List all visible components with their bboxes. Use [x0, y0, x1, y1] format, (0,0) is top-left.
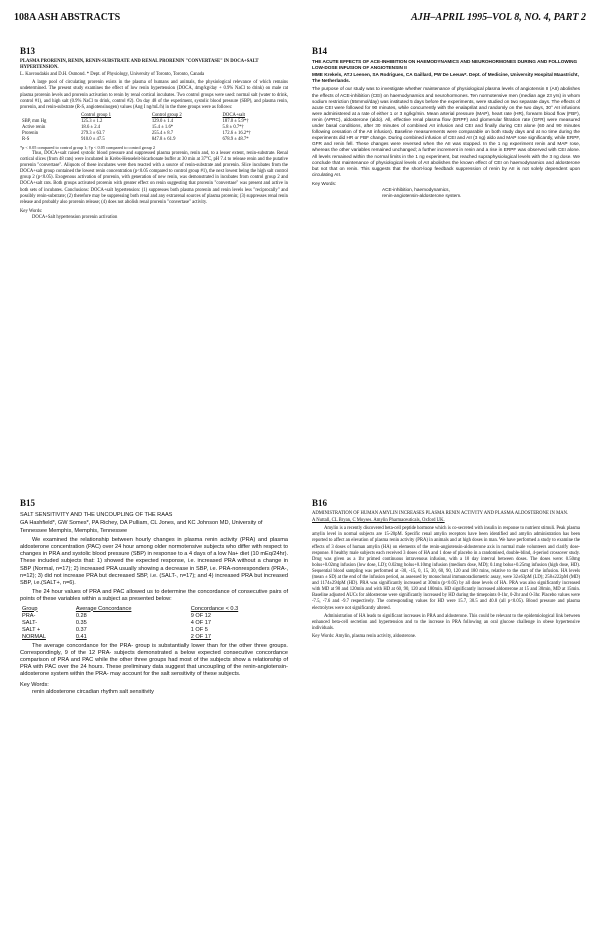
- table-cell: 125.3 ± 1.2: [81, 118, 103, 124]
- page-header-right: AJH–APRIL 1995–VOL 8, NO. 4, PART 2: [411, 12, 586, 23]
- page-header-left: 108A ASH ABSTRACTS: [14, 12, 121, 23]
- table-cell: 15.4 ± 1.6*: [151, 124, 174, 130]
- keywords-label: Key Words:: [20, 208, 43, 214]
- table-cell: NORMAL: [22, 633, 46, 640]
- table-cell: 847.8 ± 61.9: [151, 136, 176, 142]
- table-cell: Prorenin: [22, 130, 39, 136]
- table-cell: Active renin: [22, 124, 46, 130]
- table-row: [20, 620, 288, 627]
- abstract-title: PLASMA PRORENIN, RENIN, RENIN-SUBSTRATE AND RENAL PRORENIN "CONVERTASE" IN DOCA+SALT HYPERTENSION.: [20, 59, 259, 71]
- keywords: Amylin, plasma renin activity, aldosterone.: [335, 633, 417, 639]
- table-cell: 187.0 ± 5.9*†: [222, 118, 249, 124]
- table-cell: 18.6 ± 2.4: [81, 124, 101, 130]
- keywords-label: Key Words:: [312, 180, 337, 186]
- table-cell: 0.37: [75, 626, 87, 633]
- abstract-paragraph: A large pool of circulating prorenin exists in the plasma of humans and animals, the physiological relevance of which remains undetermined. The present study examines the effect of low renin hypertension (DOCA, 4mg/kg/day + 0.9% NaCl to drink) on male rat plasma prorenin levels and prorenin activation to renin by renal cortical incubates. Two control groups were used: normal salt (water to drink, control #1), and high salt (0.9% NaCl to drink, control #2). On day 48 of the experiment, systolic blood pressure (SBP), and plasma renin, prorenin, and renin-substrate (R-S, angiotensinogen) values (Ang I ng/mL/h) in the three groups were as follows:: [20, 80, 288, 110]
- table-cell: 0.35: [75, 619, 87, 626]
- table-row: [20, 627, 288, 634]
- abstract-authors: L. Kavroudakis and D.H. Osmond. * Dept. of Physiology, University of Toronto, Toronto, Canada: [20, 72, 205, 78]
- keyword-line: ACE-inhibition, haemodynamics,: [382, 186, 450, 192]
- table-cell: PRA-: [22, 612, 36, 619]
- abstract-authors: MME Krekels, ATJ Leenen, SA Rodrigues, CA Gaillard, PW De Leeuw*. Dept. of Medicine, University Hospital Maastricht, The Netherlands.: [312, 72, 579, 84]
- abstract-paragraph: The average concordance for the PRA- group is substantially lower than for the other three groups. Correspondingly, 9 of the 12 PRA- subjects demonstrated a below expected consecutive concordance comparison of PRA and PAC while the other three groups had most of the subjects show a relationship of PRA with PAC over the 24 hours. These preliminary data suggest that uncoupling of the renin-angiotensin-aldosterone system within the PRA- may account for the salt sensitivity of these subjects.: [20, 642, 288, 678]
- abstract-paragraph: The purpose of our study was to investigate whether maintenance of physiological plasma levels of angiotensin II (AII) abolishes the effects of ACE-inhibition (CEI) on haemodynamics and neurohormones. Ten normotensive men (median age 23 yrs) in whom sodium restriction (55mmol/day) was instituted 5 days before the experiments, were studied on two separate days. The effects of acute CEI were followed for 90 minutes, while concurrently with the enalaprilat and randomly on the two days, 30° AII infusions were administered at a rate of either 1 or 3 ng/kg/min. Mean arterial pressure (MAP), heart rate (HR), forearm blood flow (FBF), renin (APRC), aldosterone (aldo). All, effective renal plasma flow (ERPF) and glomerular filtration rate (GFR) were measured under basal conditions, after 30 minutes of combined AII infusion and CEI and finally during CEI alone (60 and 90 minutes following cessation of the AII infusion). Baseline measurements were comparable on both study days and at no time during the experiments did HR or FBF change. During combined infusion of CEI and AII (3 ng) aldo and MAP rose significantly, while ERPF, GFR and renin fell. These changes were reversed when the AII was stopped. In the 1 ng experiment renin and MAP rose, whereas the other variables remained unchanged; a further increment in renin and a rise in ERPF was observed with CEI alone. All levels remained within the normal limits in the 1 ng experiment, but reached supraphysiological levels with the 3 ng dose. We conclude that maintenance of physiological levels of AII abolishes the known effect of CEI on haemodynamics and aldosterone but not that on renin. This suggests that the short-loop feedback suppression of renin by AII is not solely dependent upon circulating AII.: [312, 86, 580, 177]
- abstract-authors: GA Hashfield*, GW Somes*, PA Richey, DA Pulliam, CL Jones, and KC Johnson MD, University of Tennessee Memphis, Memphis, Tennessee: [20, 520, 263, 534]
- table-cell: 4 OF 17: [190, 619, 211, 626]
- table-cell: 0.28: [75, 612, 87, 619]
- table-header: Control group 1: [81, 112, 112, 118]
- table-header: Group: [22, 605, 38, 612]
- abstract-id: B15: [20, 498, 36, 508]
- table-row: [20, 634, 288, 641]
- abstract-id: B16: [312, 498, 328, 508]
- table-cell: 172.6 ± 16.2*†: [222, 130, 251, 136]
- table-cell: 9 OF 12: [190, 612, 211, 619]
- abstract-paragraph: The 24 hour values of PRA and PAC allowed us to determine the concordance of consecutive pairs of points of these variables within a subject as presented below:: [20, 589, 288, 603]
- abstract-authors: A Nuttall, CL Bryan, C Moyses. Amylin Pharmaceuticals, Oxford UK.: [312, 518, 445, 524]
- table-header: Average Concordance: [75, 605, 132, 612]
- abstract-id: B14: [312, 46, 328, 56]
- keywords-label: Key Words:: [312, 633, 335, 639]
- table-row: [20, 613, 288, 620]
- abstract-title: ADMINISTRATION OF HUMAN AMYLIN INCREASES PLASMA RENIN ACTIVITY AND PLASMA ALDOSTERONE IN MAN.: [312, 511, 569, 517]
- table-cell: 129.0 ± 1.4: [151, 118, 174, 124]
- table-cell: 255.4 ± 8.7: [151, 130, 174, 136]
- data-table: [20, 113, 288, 143]
- table-cell: 910.0 ± 47.5: [81, 136, 105, 142]
- table-cell: 1 OF 5: [190, 626, 208, 633]
- table-cell: 5.8 ± 0.7*†: [222, 124, 244, 130]
- table-cell: 0.41: [75, 633, 87, 640]
- table-cell: R-S: [22, 136, 30, 142]
- table-header: DOCA+salt: [222, 112, 245, 118]
- data-table: [20, 606, 288, 641]
- table-cell: SALT +: [22, 626, 41, 633]
- abstract-paragraph: We examined the relationship between hourly changes in plasma renin activity (PRA) and plasma aldosterone concentration (PAC) over 24 hour among older normotensive subjects who differ with respect to changes in PRA and systolic blood pressure (SBP) in response to a 4 days of a low Na+ diet (10 mEq/24hr). These included subjects that: 1) showed the expected response, i.e. increased PRA without a change in SBP (Normal, n=17); 2) increased PRA usually showing a decrease in SBP, i.e. PRA-nonresponders (PRA-, n=12); 3) did not increase PRA but decreased SBP, i.e. (SALT-, n=17); and 4) increased PRA but increased SBP, i.e.(SALT+, n=6).: [20, 536, 288, 587]
- abstract-paragraph: Amylin is a recently discovered beta-cell peptide hormone which is co-secreted with insulin in response to nutrient stimuli. Peak plasma amylin level in normal subjects are 15-20pM. Specific renal amylin receptors have been identified and amylin administration has been reported to affect an elevation of plasma renin activity (PRA) in animals and at high doses in man. We have performed a study to examine the effects of 3 doses of human amylin (HA) on elements of the renin-angiotensin-aldosterone axis in normal male volunteers and clarify dose-response. 8 healthy male subjects each received 3 doses of HA and 1 dose of placebo in a randomised, double-blind, 4-period crossover study. Drug was given as a 1hr primed continuous intravenous infusion, with a 10 day interval between doses. The doses were: 0.50mg bolus+0.02mg infusion (low dose, LD); 0.02mg bolus+0.10mg infusion (medium dose, MD); 0.1mg bolus+0.25mg infusion (high dose, HD). Sequential blood sampling was performed at -30, -15, 0, 15, 30, 60, 90, 120 and 180 mins, relative to the start of the infusion. HA levels (mean ± SD) at the end of the infusion period, as assessed by monoclonal immunoradiometric assay, were 32±63pM (LD); 258±222pM (MD) and 1174±294pM (HD). PRA was significantly increased at 30min (p<0.05) by all dose levels of HA. PRA was also significantly increased with MD at 90 and 120min and with HD at 60, 90, 120 and 180min. HD significantly increased aldosterone at 15 and 30min, MD at 15min. Baseline adjusted AUCs for aldosterone were significantly increased by HD during the timepoints 0-1hr, 0-2hr and 0-3hr. Placebo values were -7.5, -7.6 and -9.7 respectively. The corresponding values for HD were 15.7, 30.5 and 40.8 (all p<0.05). Blood pressure and plasma electrolytes were not significantly altered.: [312, 526, 580, 611]
- table-row: [20, 137, 288, 143]
- table-cell: 279.3 ± 63.7: [81, 130, 105, 136]
- table-cell: SALT-: [22, 619, 38, 626]
- abstract-b15: [20, 500, 288, 696]
- abstract-b14: [312, 48, 580, 199]
- abstract-paragraph: Thus, DOCA+salt raised systolic blood pressure and suppressed plasma prorenin, renin and, to a lesser extent, renin-substrate. Renal cortical slices (from 48 rats) were incubated in Krebs-Henseleit-bicarbonate buffer at 30 min at 37°C, pH 7.4 to release renin and the putative prorenin "convertase". Aliquots of these incubates were then reacted with a source of renin-substrate and prorenin. Slice incubates from the DOCA+salt group contained the lowest renin concentration (p<0.05 compared to control group #1), the next lowest being the high salt control group 2 (p<0.05). Exogenous activation of prorenin, with generation of new renin, was demonstrated in incubates from control group 2 and DOCA+salt rats. Both groups activated prorenin with greater effect on renin suggesting that prorenin "convertase" was present and active in both sets of incubates. Conclusions: DOCA+salt hypertension: (1) suppresses both plasma prorenin and renin levels less "reciprocally" and possibly renin-substrate; (2) therefore may be suppressing both renal and any extrarenal sources of plasma prorenin; (3) suppresses renal renin release and probably also prorenin release; (4) does not abolish renal prorenin "convertase" activity.: [20, 150, 288, 205]
- abstract-title: THE ACUTE EFFECTS OF ACE-INHIBITION ON HAEMODYNAMICS AND NEUROHORMONES DURING AND FOLLOWING LOW-DOSE INFUSION OF ANGIOTENSIN II: [312, 59, 578, 71]
- abstract-title: SALT SENSITIVITY AND THE UNCOUPLING OF THE RAAS: [20, 512, 173, 519]
- table-cell: SBP, mm Hg: [22, 118, 47, 124]
- abstract-paragraph: Administration of HA leads to significant increases in PRA and aldosterone. This could be relevant to the epidemiological link between enhanced beta-cell secretion and hypertension and to the increase in PRA following an oral glucose challenge in obese hypertensive individuals.: [312, 613, 580, 631]
- table-footnote: *p < 0.05 compared to control group 1; †p < 0.05 compared to control group 2: [20, 144, 156, 150]
- keywords: DOCA+Salt hypertension prorenin activation: [32, 214, 118, 220]
- keywords-label: Key Words:: [20, 681, 49, 688]
- abstract-b16: [312, 500, 580, 640]
- table-cell: 678.9 ± 48.7*: [222, 136, 249, 142]
- abstract-id: B13: [20, 46, 36, 56]
- table-header: Concordance < 0.3: [190, 605, 239, 612]
- keyword-line: renin-angiotensin-aldosterone system.: [382, 193, 462, 199]
- table-cell: 2 OF 17: [190, 633, 211, 640]
- keywords: [382, 187, 580, 199]
- keywords: renin aldosterone circadian rhythm salt sensitivity: [32, 688, 154, 695]
- abstract-b13: [20, 48, 288, 221]
- table-header: Control group 2: [151, 112, 182, 118]
